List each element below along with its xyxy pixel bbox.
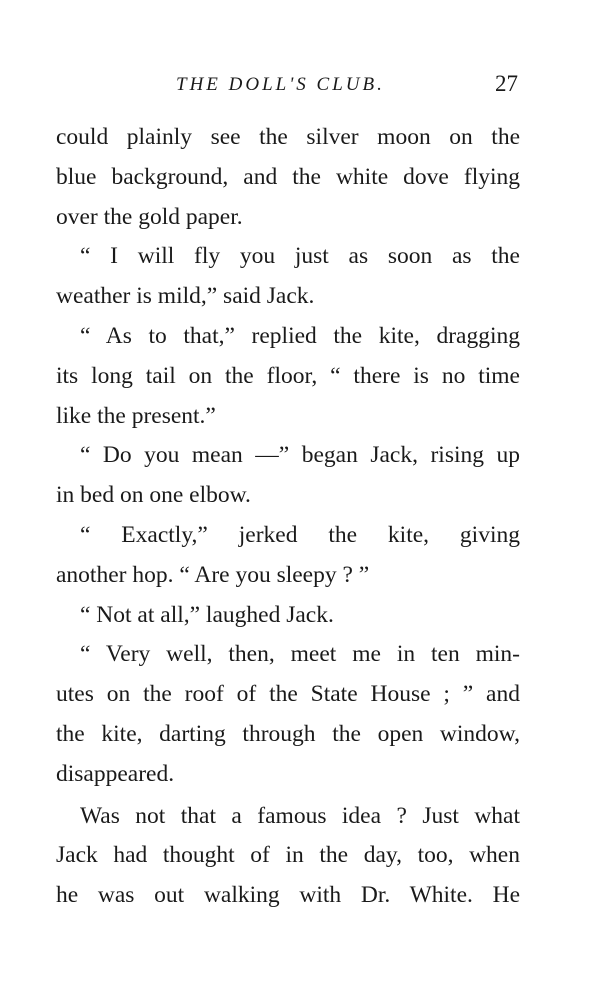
text-line: in bed on one elbow. <box>56 482 251 509</box>
text-line: the kite, darting through the open window, <box>56 720 520 747</box>
text-line: blue background, and the white dove flying <box>56 163 520 190</box>
body-text <box>56 118 520 916</box>
text-line: disappeared. <box>56 760 175 787</box>
text-line: “ As to that,” replied the kite, dragging <box>80 322 520 349</box>
page-number: 27 <box>495 71 518 96</box>
text-line: “ Very well, then, meet me in ten min- <box>80 641 520 668</box>
text-line: weather is mild,” said Jack. <box>56 283 315 310</box>
text-line: utes on the roof of the State House ; ” and <box>56 681 520 708</box>
text-line: “ I will fly you just as soon as the <box>80 243 520 270</box>
running-title: THE DOLL'S CLUB. <box>176 74 385 95</box>
text-line: could plainly see the silver moon on the <box>56 124 520 150</box>
text-line: like the present.” <box>56 402 216 429</box>
text-line: “ Exactly,” jerked the kite, giving <box>80 521 520 548</box>
text-line: “ Do you mean —” began Jack, rising up <box>80 442 520 469</box>
page-header <box>56 71 520 104</box>
text-line: Jack had thought of in the day, too, when <box>56 842 520 869</box>
text-line: “ Not at all,” laughed Jack. <box>80 601 334 628</box>
text-line: another hop. “ Are you sleepy ? ” <box>56 561 370 588</box>
text-line: over the gold paper. <box>56 203 243 230</box>
text-line: he was out walking with Dr. White. He <box>56 882 520 909</box>
text-line: Was not that a famous idea ? Just what <box>80 802 520 829</box>
text-line: its long tail on the floor, “ there is no time <box>56 362 520 389</box>
